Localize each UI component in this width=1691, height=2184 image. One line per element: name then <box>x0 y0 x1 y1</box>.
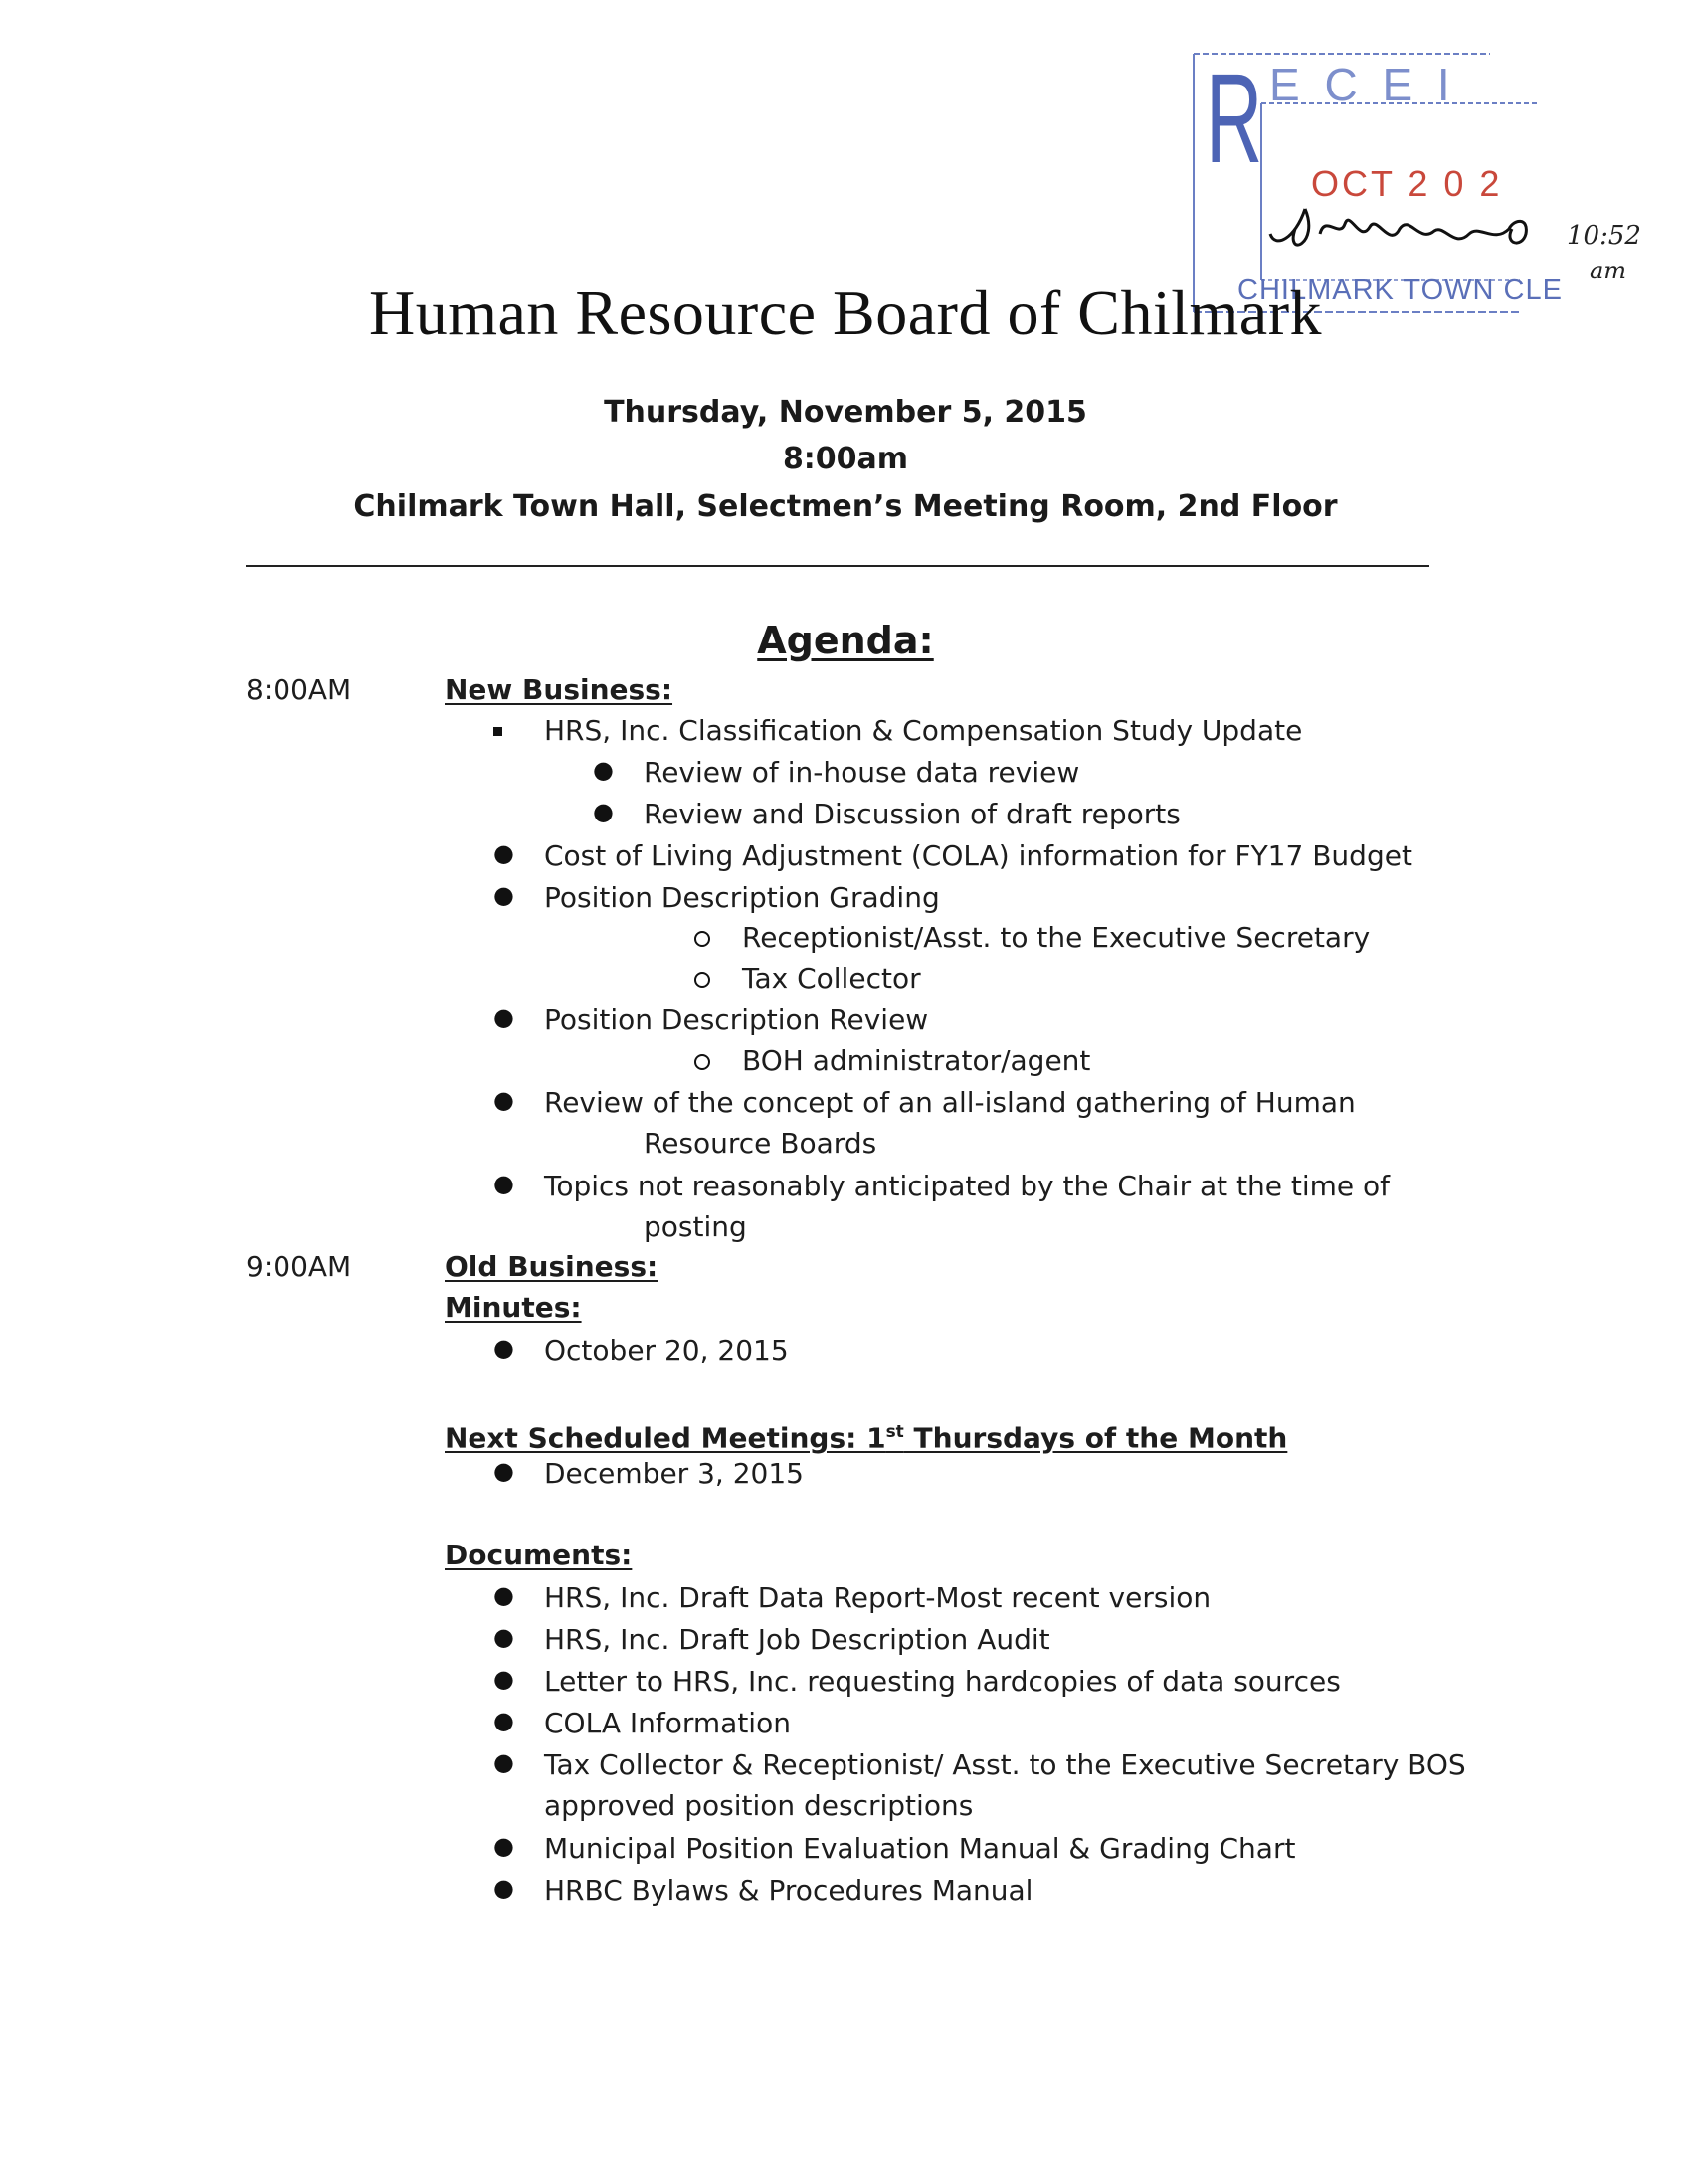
list-item: Municipal Position Evaluation Manual & Grading Chart <box>544 1832 1296 1865</box>
list-item: Letter to HRS, Inc. requesting hardcopies of data sources <box>544 1665 1341 1698</box>
list-item: Tax Collector <box>742 962 921 995</box>
stamp-office: CHILMARK TOWN CLE <box>1237 274 1563 306</box>
next-meetings-heading-text: Next Scheduled Meetings: 1 <box>445 1421 886 1455</box>
list-item: HRBC Bylaws & Procedures Manual <box>544 1874 1033 1907</box>
list-item: Position Description Grading <box>544 881 940 914</box>
circle-bullet-icon <box>694 972 710 992</box>
meeting-location: Chilmark Town Hall, Selectmen’s Meeting Room, 2nd Floor <box>353 489 1338 524</box>
bullet-icon: ● <box>493 1003 514 1031</box>
list-item-continuation: approved position descriptions <box>544 1789 974 1822</box>
bullet-icon: ● <box>493 1832 514 1860</box>
handwritten-ampm: am <box>1590 257 1627 284</box>
stamp-date: OCT 2 0 2 <box>1311 163 1503 204</box>
bullet-icon: ● <box>593 798 614 825</box>
next-meetings-heading <box>445 1415 1287 1455</box>
bullet-icon: ● <box>493 1334 514 1362</box>
list-item: Topics not reasonably anticipated by the Chair at the time of <box>544 1170 1391 1202</box>
bullet-icon: ● <box>493 1665 514 1693</box>
divider <box>246 565 1429 567</box>
meeting-date: Thursday, November 5, 2015 <box>604 395 1087 430</box>
list-item: Cost of Living Adjustment (COLA) information for FY17 Budget <box>544 839 1412 872</box>
handwritten-time: 10:52 <box>1567 221 1641 251</box>
stamp-word: E C E I <box>1269 59 1456 110</box>
minutes-heading: Minutes: <box>445 1291 582 1324</box>
documents-heading: Documents: <box>445 1539 633 1571</box>
bullet-icon: ● <box>493 881 514 909</box>
square-bullet-icon <box>493 721 502 740</box>
list-item: October 20, 2015 <box>544 1334 789 1366</box>
bullet-icon: ● <box>493 1457 514 1485</box>
list-item: COLA Information <box>544 1707 791 1739</box>
bullet-icon: ● <box>493 839 514 867</box>
list-item: HRS, Inc. Draft Data Report-Most recent version <box>544 1581 1212 1614</box>
list-item: Review and Discussion of draft reports <box>644 798 1181 830</box>
bullet-icon: ● <box>493 1874 514 1902</box>
bullet-icon: ● <box>493 1707 514 1734</box>
stamp-letter: R <box>1206 48 1263 190</box>
list-item: Review of in-house data review <box>644 756 1080 789</box>
old-business-heading: Old Business: <box>445 1250 658 1283</box>
meeting-time: 8:00am <box>782 442 909 476</box>
list-item: HRS, Inc. Draft Job Description Audit <box>544 1623 1050 1656</box>
bullet-icon: ● <box>493 1170 514 1197</box>
circle-bullet-icon <box>694 1054 710 1074</box>
new-business-time: 8:00AM <box>246 673 352 706</box>
next-meetings-heading-sup: st <box>885 1422 904 1442</box>
bullet-icon: ● <box>493 1748 514 1776</box>
bullet-icon: ● <box>493 1086 514 1114</box>
list-item: Review of the concept of an all-island gathering of Human <box>544 1086 1356 1119</box>
agenda-heading: Agenda: <box>757 619 934 662</box>
bullet-icon: ● <box>493 1623 514 1651</box>
circle-bullet-icon <box>694 931 710 951</box>
bullet-icon: ● <box>493 1581 514 1609</box>
list-item: HRS, Inc. Classification & Compensation Study Update <box>544 714 1303 747</box>
next-meetings-heading-tail: Thursdays of the Month <box>903 1421 1288 1455</box>
list-item-continuation: Resource Boards <box>644 1127 877 1160</box>
list-item: BOH administrator/agent <box>742 1044 1091 1077</box>
page-title: Human Resource Board of Chilmark <box>369 277 1322 348</box>
list-item-continuation: posting <box>644 1210 747 1243</box>
old-business-time: 9:00AM <box>246 1250 352 1283</box>
new-business-heading: New Business: <box>445 673 673 706</box>
bullet-icon: ● <box>593 756 614 784</box>
signature-graphic <box>1265 189 1554 273</box>
list-item: December 3, 2015 <box>544 1457 804 1490</box>
list-item: Position Description Review <box>544 1003 929 1036</box>
list-item: Tax Collector & Receptionist/ Asst. to the Executive Secretary BOS <box>544 1748 1466 1781</box>
list-item: Receptionist/Asst. to the Executive Secretary <box>742 921 1371 954</box>
